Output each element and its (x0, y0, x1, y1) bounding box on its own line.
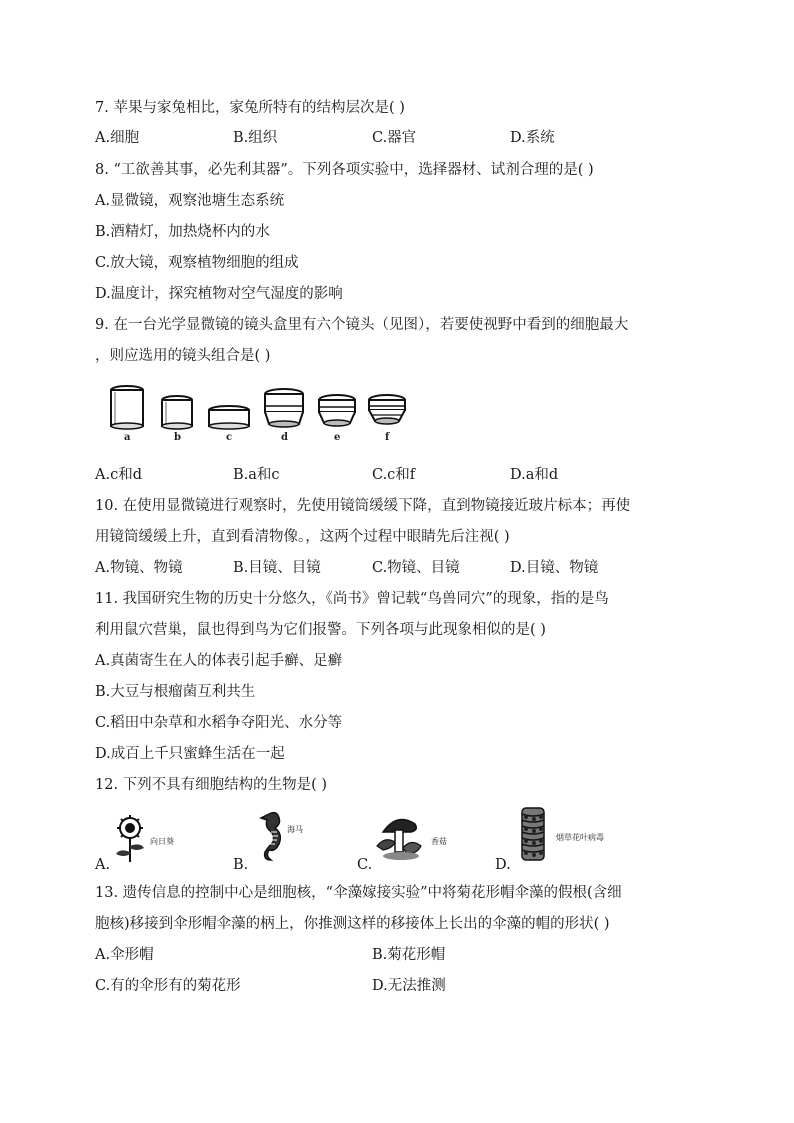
q13-option-a[interactable]: A.伞形帽 (95, 947, 154, 963)
lens-e-image (319, 395, 355, 426)
q10-option-b[interactable]: B.目镜、目镜 (233, 560, 321, 576)
sunflower-icon (116, 815, 144, 862)
lens-a-image (111, 386, 143, 429)
virus-icon (522, 808, 544, 860)
q13-option-c[interactable]: C.有的伞形有的菊花形 (95, 978, 241, 994)
q10-option-c[interactable]: C.物镜、目镜 (372, 560, 460, 576)
lens-b-image (162, 396, 192, 429)
q13-option-b[interactable]: B.菊花形帽 (372, 947, 446, 963)
lens-label-b: b (174, 432, 181, 443)
seahorse-caption: 海马 (287, 825, 303, 834)
q12-option-d[interactable]: D. (495, 857, 511, 873)
q11-option-b[interactable]: B.大豆与根瘤菌互利共生 (95, 684, 256, 700)
q12-option-a[interactable]: A. (95, 857, 111, 873)
q11-option-a[interactable]: A.真菌寄生在人的体表引起手癣、足癣 (95, 653, 343, 669)
question-11-stem-line2: 利用鼠穴营巢，鼠也得到鸟为它们报警。下列各项与此现象相似的是( ) (95, 622, 546, 638)
q8-option-d[interactable]: D.温度计，探究植物对空气湿度的影响 (95, 286, 343, 302)
lens-label-f: f (385, 432, 390, 443)
q7-option-d[interactable]: D.系统 (510, 130, 555, 146)
q9-option-a[interactable]: A.c和d (95, 467, 142, 483)
virus-caption: 烟草花叶病毒 (556, 833, 604, 842)
q13-option-d[interactable]: D.无法推测 (372, 978, 446, 994)
mushroom-image (375, 808, 465, 864)
question-10-stem-line2: 用镜筒缓缓上升，直到看清物像。，这两个过程中眼睛先后注视( ) (95, 529, 510, 545)
question-9-stem-line1: 9. 在一台光学显微镜的镜头盒里有六个镜头（见图），若要使视野中看到的细胞最大 (95, 317, 629, 333)
question-8-stem: 8. “工欲善其事，必先利其器”。下列各项实验中，选择器材、试剂合理的是( ) (95, 162, 594, 178)
seahorse-icon (261, 813, 280, 860)
q9-option-c[interactable]: C.c和f (372, 467, 416, 483)
sunflower-image (110, 814, 190, 866)
q9-option-d[interactable]: D.a和d (510, 467, 559, 483)
q7-option-b[interactable]: B.组织 (233, 130, 278, 146)
sunflower-caption: 向日葵 (150, 837, 174, 846)
lens-label-c: c (226, 432, 233, 443)
q11-option-c[interactable]: C.稻田中杂草和水稻争夺阳光、水分等 (95, 715, 343, 731)
question-12-stem: 12. 下列不具有细胞结构的生物是( ) (95, 777, 328, 793)
lens-box-figure (100, 380, 410, 445)
lens-f-image (369, 395, 405, 424)
q12-option-b[interactable]: B. (233, 857, 249, 873)
tobacco-mosaic-virus-image (510, 804, 640, 864)
question-9-stem-line2: ，则应选用的镜头组合是( ) (95, 348, 271, 364)
question-13-stem-line2: 胞核)移接到伞形帽伞藻的柄上，你推测这样的移接体上长出的伞藻的帽的形状( ) (95, 916, 610, 932)
q11-option-d[interactable]: D.成百上千只蜜蜂生活在一起 (95, 746, 285, 762)
question-10-stem-line1: 10. 在使用显微镜进行观察时，先使用镜筒缓缓下降，直到物镜接近玻片标本；再使 (95, 498, 631, 514)
lens-label-e: e (334, 432, 341, 443)
lens-label-a: a (124, 432, 131, 443)
mushroom-icon (377, 820, 421, 861)
lens-d-image (265, 389, 303, 427)
q12-option-c[interactable]: C. (357, 857, 373, 873)
q8-option-a[interactable]: A.显微镜，观察池塘生态系统 (95, 193, 285, 209)
question-7-stem: 7. 苹果与家兔相比，家兔所特有的结构层次是( ) (95, 100, 405, 116)
lens-label-d: d (281, 432, 288, 443)
mushroom-caption: 香菇 (431, 837, 447, 846)
question-13-stem-line1: 13. 遗传信息的控制中心是细胞核，“伞藻嫁接实验”中将菊花形帽伞藻的假根(含细 (95, 885, 622, 901)
q9-option-b[interactable]: B.a和c (233, 467, 280, 483)
q8-option-b[interactable]: B.酒精灯，加热烧杯内的水 (95, 224, 270, 240)
q7-option-c[interactable]: C.器官 (372, 130, 417, 146)
lens-c-image (209, 406, 249, 429)
q7-option-a[interactable]: A.细胞 (95, 130, 140, 146)
seahorse-image (255, 808, 325, 864)
q8-option-c[interactable]: C.放大镜，观察植物细胞的组成 (95, 255, 299, 271)
q10-option-a[interactable]: A.物镜、物镜 (95, 560, 183, 576)
q10-option-d[interactable]: D.目镜、物镜 (510, 560, 599, 576)
question-11-stem-line1: 11. 我国研究生物的历史十分悠久，《尚书》曾记载“鸟兽同穴”的现象，指的是鸟 (95, 591, 609, 607)
